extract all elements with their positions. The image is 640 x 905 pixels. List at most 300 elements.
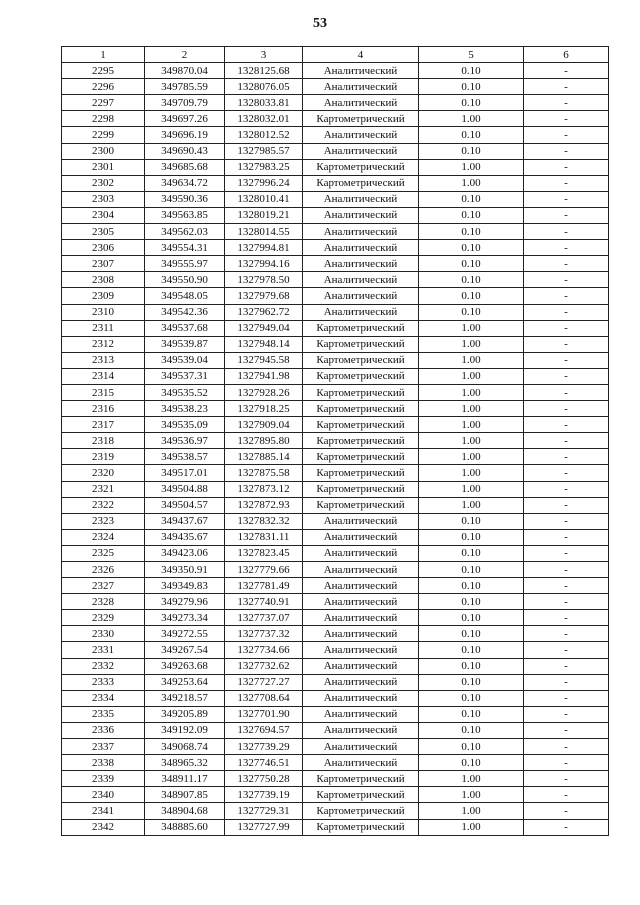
table-row xyxy=(62,578,609,594)
y-coordinate-cell: 1328019.21 xyxy=(225,207,303,223)
table-row xyxy=(62,819,609,835)
method-cell: Аналитический xyxy=(303,610,419,626)
note-cell: - xyxy=(524,545,609,561)
note-cell: - xyxy=(524,352,609,368)
accuracy-cell: 0.10 xyxy=(419,755,524,771)
x-coordinate-cell: 349272.55 xyxy=(145,626,225,642)
note-cell: - xyxy=(524,63,609,79)
accuracy-cell: 0.10 xyxy=(419,63,524,79)
table-row xyxy=(62,497,609,513)
point-number-cell: 2320 xyxy=(62,465,145,481)
note-cell: - xyxy=(524,706,609,722)
x-coordinate-cell: 349218.57 xyxy=(145,690,225,706)
point-number-cell: 2302 xyxy=(62,175,145,191)
point-number-cell: 2339 xyxy=(62,771,145,787)
note-cell: - xyxy=(524,433,609,449)
method-cell: Аналитический xyxy=(303,256,419,272)
point-number-cell: 2336 xyxy=(62,722,145,738)
point-number-cell: 2333 xyxy=(62,674,145,690)
note-cell: - xyxy=(524,111,609,127)
note-cell: - xyxy=(524,819,609,835)
point-number-cell: 2342 xyxy=(62,819,145,835)
accuracy-cell: 0.10 xyxy=(419,690,524,706)
note-cell: - xyxy=(524,256,609,272)
method-cell: Аналитический xyxy=(303,562,419,578)
y-coordinate-cell: 1327734.66 xyxy=(225,642,303,658)
point-number-cell: 2334 xyxy=(62,690,145,706)
point-number-cell: 2310 xyxy=(62,304,145,320)
x-coordinate-cell: 349634.72 xyxy=(145,175,225,191)
accuracy-cell: 0.10 xyxy=(419,562,524,578)
x-coordinate-cell: 349550.90 xyxy=(145,272,225,288)
note-cell: - xyxy=(524,384,609,400)
method-cell: Картометрический xyxy=(303,336,419,352)
method-cell: Аналитический xyxy=(303,594,419,610)
x-coordinate-cell: 349563.85 xyxy=(145,207,225,223)
x-coordinate-cell: 348904.68 xyxy=(145,803,225,819)
accuracy-cell: 0.10 xyxy=(419,545,524,561)
y-coordinate-cell: 1327737.32 xyxy=(225,626,303,642)
note-cell: - xyxy=(524,513,609,529)
x-coordinate-cell: 349205.89 xyxy=(145,706,225,722)
method-cell: Аналитический xyxy=(303,79,419,95)
point-number-cell: 2301 xyxy=(62,159,145,175)
x-coordinate-cell: 349504.88 xyxy=(145,481,225,497)
point-number-cell: 2307 xyxy=(62,256,145,272)
x-coordinate-cell: 349536.97 xyxy=(145,433,225,449)
table-row xyxy=(62,755,609,771)
point-number-cell: 2314 xyxy=(62,368,145,384)
y-coordinate-cell: 1327781.49 xyxy=(225,578,303,594)
table-row xyxy=(62,771,609,787)
y-coordinate-cell: 1327941.98 xyxy=(225,368,303,384)
note-cell: - xyxy=(524,207,609,223)
point-number-cell: 2316 xyxy=(62,401,145,417)
method-cell: Картометрический xyxy=(303,787,419,803)
x-coordinate-cell: 349554.31 xyxy=(145,240,225,256)
table-row xyxy=(62,433,609,449)
note-cell: - xyxy=(524,95,609,111)
table-row xyxy=(62,175,609,191)
table-row xyxy=(62,626,609,642)
table-row xyxy=(62,143,609,159)
x-coordinate-cell: 349537.68 xyxy=(145,320,225,336)
accuracy-cell: 1.00 xyxy=(419,449,524,465)
x-coordinate-cell: 349504.57 xyxy=(145,497,225,513)
table-row xyxy=(62,513,609,529)
table-row xyxy=(62,79,609,95)
note-cell: - xyxy=(524,240,609,256)
method-cell: Аналитический xyxy=(303,755,419,771)
table-row xyxy=(62,272,609,288)
column-header-2: 2 xyxy=(145,47,225,63)
x-coordinate-cell: 349562.03 xyxy=(145,224,225,240)
y-coordinate-cell: 1327962.72 xyxy=(225,304,303,320)
table-row xyxy=(62,63,609,79)
y-coordinate-cell: 1327740.91 xyxy=(225,594,303,610)
note-cell: - xyxy=(524,288,609,304)
method-cell: Картометрический xyxy=(303,384,419,400)
table-row xyxy=(62,803,609,819)
column-header-5: 5 xyxy=(419,47,524,63)
y-coordinate-cell: 1327732.62 xyxy=(225,658,303,674)
y-coordinate-cell: 1327750.28 xyxy=(225,771,303,787)
y-coordinate-cell: 1327994.81 xyxy=(225,240,303,256)
point-number-cell: 2321 xyxy=(62,481,145,497)
table-row xyxy=(62,722,609,738)
table-row xyxy=(62,224,609,240)
accuracy-cell: 1.00 xyxy=(419,819,524,835)
note-cell: - xyxy=(524,272,609,288)
y-coordinate-cell: 1327727.27 xyxy=(225,674,303,690)
method-cell: Аналитический xyxy=(303,304,419,320)
note-cell: - xyxy=(524,449,609,465)
y-coordinate-cell: 1327872.93 xyxy=(225,497,303,513)
x-coordinate-cell: 349538.23 xyxy=(145,401,225,417)
point-number-cell: 2313 xyxy=(62,352,145,368)
note-cell: - xyxy=(524,336,609,352)
point-number-cell: 2319 xyxy=(62,449,145,465)
table-row xyxy=(62,159,609,175)
x-coordinate-cell: 349537.31 xyxy=(145,368,225,384)
point-number-cell: 2303 xyxy=(62,191,145,207)
column-header-6: 6 xyxy=(524,47,609,63)
accuracy-cell: 0.10 xyxy=(419,674,524,690)
accuracy-cell: 0.10 xyxy=(419,127,524,143)
point-number-cell: 2326 xyxy=(62,562,145,578)
note-cell: - xyxy=(524,304,609,320)
accuracy-cell: 0.10 xyxy=(419,578,524,594)
note-cell: - xyxy=(524,674,609,690)
method-cell: Картометрический xyxy=(303,481,419,497)
y-coordinate-cell: 1327985.57 xyxy=(225,143,303,159)
accuracy-cell: 1.00 xyxy=(419,497,524,513)
y-coordinate-cell: 1327909.04 xyxy=(225,417,303,433)
y-coordinate-cell: 1327694.57 xyxy=(225,722,303,738)
table-row xyxy=(62,529,609,545)
x-coordinate-cell: 349253.64 xyxy=(145,674,225,690)
x-coordinate-cell: 349538.57 xyxy=(145,449,225,465)
coordinates-table xyxy=(61,46,609,836)
note-cell: - xyxy=(524,191,609,207)
point-number-cell: 2338 xyxy=(62,755,145,771)
y-coordinate-cell: 1327701.90 xyxy=(225,706,303,722)
table-row xyxy=(62,642,609,658)
method-cell: Аналитический xyxy=(303,63,419,79)
note-cell: - xyxy=(524,771,609,787)
y-coordinate-cell: 1327928.26 xyxy=(225,384,303,400)
note-cell: - xyxy=(524,224,609,240)
accuracy-cell: 0.10 xyxy=(419,513,524,529)
point-number-cell: 2324 xyxy=(62,529,145,545)
point-number-cell: 2312 xyxy=(62,336,145,352)
x-coordinate-cell: 349539.87 xyxy=(145,336,225,352)
y-coordinate-cell: 1327727.99 xyxy=(225,819,303,835)
y-coordinate-cell: 1327746.51 xyxy=(225,755,303,771)
accuracy-cell: 1.00 xyxy=(419,787,524,803)
accuracy-cell: 0.10 xyxy=(419,191,524,207)
x-coordinate-cell: 349273.34 xyxy=(145,610,225,626)
y-coordinate-cell: 1327739.19 xyxy=(225,787,303,803)
point-number-cell: 2315 xyxy=(62,384,145,400)
accuracy-cell: 0.10 xyxy=(419,626,524,642)
accuracy-cell: 1.00 xyxy=(419,175,524,191)
note-cell: - xyxy=(524,626,609,642)
method-cell: Аналитический xyxy=(303,690,419,706)
point-number-cell: 2332 xyxy=(62,658,145,674)
table-row xyxy=(62,610,609,626)
accuracy-cell: 0.10 xyxy=(419,256,524,272)
method-cell: Картометрический xyxy=(303,449,419,465)
table-row xyxy=(62,481,609,497)
accuracy-cell: 0.10 xyxy=(419,739,524,755)
method-cell: Аналитический xyxy=(303,143,419,159)
x-coordinate-cell: 349555.97 xyxy=(145,256,225,272)
point-number-cell: 2306 xyxy=(62,240,145,256)
y-coordinate-cell: 1327875.58 xyxy=(225,465,303,481)
accuracy-cell: 0.10 xyxy=(419,207,524,223)
table-row xyxy=(62,304,609,320)
y-coordinate-cell: 1327949.04 xyxy=(225,320,303,336)
note-cell: - xyxy=(524,417,609,433)
y-coordinate-cell: 1327979.68 xyxy=(225,288,303,304)
table-row xyxy=(62,288,609,304)
method-cell: Аналитический xyxy=(303,706,419,722)
y-coordinate-cell: 1327983.25 xyxy=(225,159,303,175)
y-coordinate-cell: 1327779.66 xyxy=(225,562,303,578)
method-cell: Картометрический xyxy=(303,320,419,336)
point-number-cell: 2330 xyxy=(62,626,145,642)
accuracy-cell: 0.10 xyxy=(419,594,524,610)
method-cell: Аналитический xyxy=(303,578,419,594)
point-number-cell: 2329 xyxy=(62,610,145,626)
table-row xyxy=(62,594,609,610)
x-coordinate-cell: 349542.36 xyxy=(145,304,225,320)
accuracy-cell: 1.00 xyxy=(419,384,524,400)
method-cell: Картометрический xyxy=(303,771,419,787)
table-row xyxy=(62,417,609,433)
x-coordinate-cell: 348911.17 xyxy=(145,771,225,787)
y-coordinate-cell: 1328014.55 xyxy=(225,224,303,240)
note-cell: - xyxy=(524,642,609,658)
accuracy-cell: 1.00 xyxy=(419,320,524,336)
accuracy-cell: 1.00 xyxy=(419,401,524,417)
point-number-cell: 2309 xyxy=(62,288,145,304)
table-row xyxy=(62,207,609,223)
y-coordinate-cell: 1327729.31 xyxy=(225,803,303,819)
accuracy-cell: 0.10 xyxy=(419,95,524,111)
point-number-cell: 2317 xyxy=(62,417,145,433)
note-cell: - xyxy=(524,143,609,159)
x-coordinate-cell: 349279.96 xyxy=(145,594,225,610)
method-cell: Аналитический xyxy=(303,626,419,642)
accuracy-cell: 0.10 xyxy=(419,722,524,738)
table-row xyxy=(62,191,609,207)
x-coordinate-cell: 349423.06 xyxy=(145,545,225,561)
table-row xyxy=(62,352,609,368)
point-number-cell: 2318 xyxy=(62,433,145,449)
method-cell: Аналитический xyxy=(303,529,419,545)
x-coordinate-cell: 349785.59 xyxy=(145,79,225,95)
point-number-cell: 2328 xyxy=(62,594,145,610)
x-coordinate-cell: 349267.54 xyxy=(145,642,225,658)
note-cell: - xyxy=(524,497,609,513)
x-coordinate-cell: 349517.01 xyxy=(145,465,225,481)
accuracy-cell: 1.00 xyxy=(419,352,524,368)
accuracy-cell: 1.00 xyxy=(419,336,524,352)
accuracy-cell: 1.00 xyxy=(419,159,524,175)
accuracy-cell: 1.00 xyxy=(419,433,524,449)
method-cell: Аналитический xyxy=(303,191,419,207)
point-number-cell: 2295 xyxy=(62,63,145,79)
table-row xyxy=(62,674,609,690)
method-cell: Аналитический xyxy=(303,545,419,561)
accuracy-cell: 1.00 xyxy=(419,111,524,127)
accuracy-cell: 0.10 xyxy=(419,658,524,674)
y-coordinate-cell: 1328012.52 xyxy=(225,127,303,143)
point-number-cell: 2297 xyxy=(62,95,145,111)
x-coordinate-cell: 349709.79 xyxy=(145,95,225,111)
note-cell: - xyxy=(524,594,609,610)
point-number-cell: 2322 xyxy=(62,497,145,513)
accuracy-cell: 0.10 xyxy=(419,79,524,95)
method-cell: Картометрический xyxy=(303,159,419,175)
method-cell: Картометрический xyxy=(303,433,419,449)
table-row xyxy=(62,240,609,256)
table-row xyxy=(62,690,609,706)
method-cell: Картометрический xyxy=(303,352,419,368)
point-number-cell: 2325 xyxy=(62,545,145,561)
accuracy-cell: 1.00 xyxy=(419,481,524,497)
note-cell: - xyxy=(524,320,609,336)
method-cell: Картометрический xyxy=(303,175,419,191)
table-header-row xyxy=(62,47,609,63)
y-coordinate-cell: 1327739.29 xyxy=(225,739,303,755)
method-cell: Аналитический xyxy=(303,722,419,738)
x-coordinate-cell: 349685.68 xyxy=(145,159,225,175)
accuracy-cell: 0.10 xyxy=(419,642,524,658)
x-coordinate-cell: 349590.36 xyxy=(145,191,225,207)
point-number-cell: 2299 xyxy=(62,127,145,143)
point-number-cell: 2298 xyxy=(62,111,145,127)
y-coordinate-cell: 1328033.81 xyxy=(225,95,303,111)
note-cell: - xyxy=(524,755,609,771)
method-cell: Картометрический xyxy=(303,368,419,384)
method-cell: Картометрический xyxy=(303,803,419,819)
point-number-cell: 2340 xyxy=(62,787,145,803)
x-coordinate-cell: 348885.60 xyxy=(145,819,225,835)
accuracy-cell: 0.10 xyxy=(419,529,524,545)
method-cell: Картометрический xyxy=(303,111,419,127)
table-row xyxy=(62,384,609,400)
y-coordinate-cell: 1327831.11 xyxy=(225,529,303,545)
y-coordinate-cell: 1327945.58 xyxy=(225,352,303,368)
y-coordinate-cell: 1328032.01 xyxy=(225,111,303,127)
method-cell: Картометрический xyxy=(303,401,419,417)
table-row xyxy=(62,401,609,417)
x-coordinate-cell: 349437.67 xyxy=(145,513,225,529)
x-coordinate-cell: 349068.74 xyxy=(145,739,225,755)
y-coordinate-cell: 1327737.07 xyxy=(225,610,303,626)
y-coordinate-cell: 1327895.80 xyxy=(225,433,303,449)
accuracy-cell: 0.10 xyxy=(419,610,524,626)
note-cell: - xyxy=(524,481,609,497)
note-cell: - xyxy=(524,529,609,545)
table-row xyxy=(62,336,609,352)
note-cell: - xyxy=(524,690,609,706)
accuracy-cell: 1.00 xyxy=(419,368,524,384)
method-cell: Аналитический xyxy=(303,658,419,674)
table-row xyxy=(62,256,609,272)
accuracy-cell: 0.10 xyxy=(419,272,524,288)
table-body xyxy=(62,63,609,836)
x-coordinate-cell: 349535.09 xyxy=(145,417,225,433)
point-number-cell: 2300 xyxy=(62,143,145,159)
point-number-cell: 2331 xyxy=(62,642,145,658)
method-cell: Картометрический xyxy=(303,819,419,835)
method-cell: Аналитический xyxy=(303,240,419,256)
method-cell: Аналитический xyxy=(303,288,419,304)
x-coordinate-cell: 349539.04 xyxy=(145,352,225,368)
table-row xyxy=(62,787,609,803)
note-cell: - xyxy=(524,739,609,755)
note-cell: - xyxy=(524,578,609,594)
y-coordinate-cell: 1327948.14 xyxy=(225,336,303,352)
table-row xyxy=(62,368,609,384)
note-cell: - xyxy=(524,803,609,819)
method-cell: Картометрический xyxy=(303,417,419,433)
point-number-cell: 2304 xyxy=(62,207,145,223)
point-number-cell: 2311 xyxy=(62,320,145,336)
x-coordinate-cell: 349870.04 xyxy=(145,63,225,79)
x-coordinate-cell: 349548.05 xyxy=(145,288,225,304)
note-cell: - xyxy=(524,368,609,384)
column-header-1: 1 xyxy=(62,47,145,63)
accuracy-cell: 0.10 xyxy=(419,706,524,722)
note-cell: - xyxy=(524,787,609,803)
point-number-cell: 2327 xyxy=(62,578,145,594)
x-coordinate-cell: 349696.19 xyxy=(145,127,225,143)
x-coordinate-cell: 349690.43 xyxy=(145,143,225,159)
page-number: 53 xyxy=(313,16,327,31)
y-coordinate-cell: 1327918.25 xyxy=(225,401,303,417)
point-number-cell: 2296 xyxy=(62,79,145,95)
x-coordinate-cell: 349697.26 xyxy=(145,111,225,127)
table-row xyxy=(62,706,609,722)
y-coordinate-cell: 1327996.24 xyxy=(225,175,303,191)
point-number-cell: 2337 xyxy=(62,739,145,755)
method-cell: Аналитический xyxy=(303,674,419,690)
y-coordinate-cell: 1327885.14 xyxy=(225,449,303,465)
note-cell: - xyxy=(524,79,609,95)
table-row xyxy=(62,95,609,111)
y-coordinate-cell: 1327823.45 xyxy=(225,545,303,561)
x-coordinate-cell: 349350.91 xyxy=(145,562,225,578)
note-cell: - xyxy=(524,658,609,674)
table-row xyxy=(62,127,609,143)
x-coordinate-cell: 348965.32 xyxy=(145,755,225,771)
y-coordinate-cell: 1327994.16 xyxy=(225,256,303,272)
y-coordinate-cell: 1328125.68 xyxy=(225,63,303,79)
method-cell: Аналитический xyxy=(303,272,419,288)
point-number-cell: 2323 xyxy=(62,513,145,529)
y-coordinate-cell: 1327708.64 xyxy=(225,690,303,706)
x-coordinate-cell: 349192.09 xyxy=(145,722,225,738)
table-row xyxy=(62,111,609,127)
method-cell: Аналитический xyxy=(303,224,419,240)
column-header-3: 3 xyxy=(225,47,303,63)
accuracy-cell: 1.00 xyxy=(419,417,524,433)
